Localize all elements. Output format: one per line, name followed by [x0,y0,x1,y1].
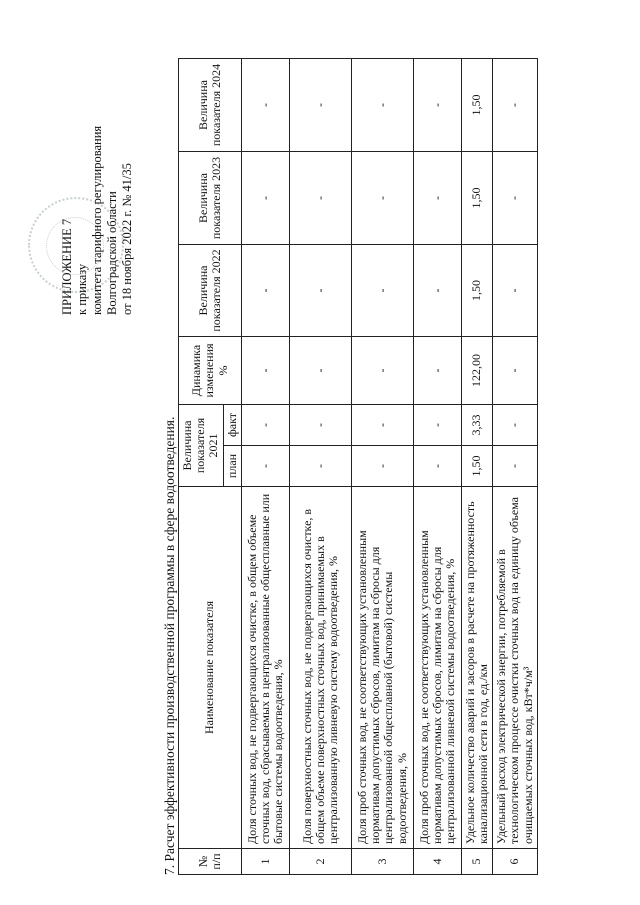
header-2021: Величина показателя 2021 [179,405,224,487]
cell-fact: - [289,405,351,446]
cell-dyn: - [493,337,538,405]
table-row [241,59,289,875]
appendix-header [60,15,135,315]
cell-dyn: - [289,337,351,405]
cell-plan: - [351,446,413,487]
caption-number: 7. [162,864,177,875]
cell-v2022: - [493,245,538,337]
table-row [351,59,413,875]
cell-v2022: 1,50 [461,245,492,337]
table-row [289,59,351,875]
cell-fact: - [413,405,461,446]
table-row [493,59,538,875]
cell-v2023: - [493,152,538,245]
cell-v2024: - [241,59,289,152]
header-line: от 18 ноября 2022 г. № 41/35 [120,163,134,315]
cell-fact: - [351,405,413,446]
header-line: комитета тарифного регулирования [90,125,104,315]
efficiency-table [178,58,538,875]
cell-v2023: - [413,152,461,245]
cell-v2022: - [241,245,289,337]
cell-num: 6 [493,849,538,875]
caption-text: Расчет эффективности производственной программы в сфере водоотведения. [162,416,177,862]
cell-fact: 3,33 [461,405,492,446]
cell-fact: - [493,405,538,446]
table-row [413,59,461,875]
header-line: Волгоградской области [105,191,119,315]
cell-v2022: - [413,245,461,337]
cell-v2024: - [351,59,413,152]
cell-v2024: - [493,59,538,152]
cell-num: 3 [351,849,413,875]
cell-v2023: - [351,152,413,245]
header-2024: Величина показателя 2024 [179,59,242,152]
header-num: № п/п [179,849,242,875]
cell-plan: - [241,446,289,487]
cell-num: 2 [289,849,351,875]
cell-v2024: - [289,59,351,152]
header-2022: Величина показателя 2022 [179,245,242,337]
cell-v2023: - [241,152,289,245]
cell-dyn: 122,00 [461,337,492,405]
cell-plan: 1,50 [461,446,492,487]
header-2023: Величина показателя 2023 [179,152,242,245]
cell-v2023: - [289,152,351,245]
cell-name: Удельный расход электрической энергии, потребляемой в технологическом процессе очистки сточных вод на единицу объема очищаемых сточных вод, кВт*ч/м³ [493,487,538,849]
cell-plan: - [493,446,538,487]
cell-num: 4 [413,849,461,875]
cell-v2022: - [351,245,413,337]
cell-name: Доля сточных вод, не подвергающихся очистке, в общем объеме сточных вод, сбрасываемых в централизованные общесплавные или бытовые системы водоотведения, % [241,487,289,849]
cell-plan: - [413,446,461,487]
header-line: к приказу [75,263,89,315]
header-name: Наименование показателя [179,487,242,849]
cell-name: Удельное количество аварий и засоров в расчете на протяженность канализационной сети в год, ед./км [461,487,492,849]
cell-num: 1 [241,849,289,875]
header-plan: план [223,446,241,487]
cell-plan: - [289,446,351,487]
cell-name: Доля проб сточных вод, не соответствующих установленным нормативам допустимых сбросов, лимитам на сбросы для централизованной ливневой системы водоотведения, % [413,487,461,849]
cell-v2024: - [413,59,461,152]
cell-name: Доля проб сточных вод, не соответствующих установленным нормативам допустимых сбросов, лимитам на сбросы для централизованной общесплавной (бытовой) системы водоотведения, % [351,487,413,849]
cell-dyn: - [413,337,461,405]
cell-v2024: 1,50 [461,59,492,152]
cell-dyn: - [351,337,413,405]
cell-fact: - [241,405,289,446]
cell-num: 5 [461,849,492,875]
cell-name: Доля поверхностных сточных вод, не подвергающихся очистке, в общем объеме поверхностных сточных вод, принимаемых в централизованную ливневую систему водоотведения, % [289,487,351,849]
cell-v2023: 1,50 [461,152,492,245]
header-fact: факт [223,405,241,446]
header-line: ПРИЛОЖЕНИЕ 7 [60,218,74,315]
table-row [461,59,492,875]
cell-v2022: - [289,245,351,337]
header-dynamics: Динамика изменения % [179,337,242,405]
table-caption [162,417,178,875]
cell-dyn: - [241,337,289,405]
